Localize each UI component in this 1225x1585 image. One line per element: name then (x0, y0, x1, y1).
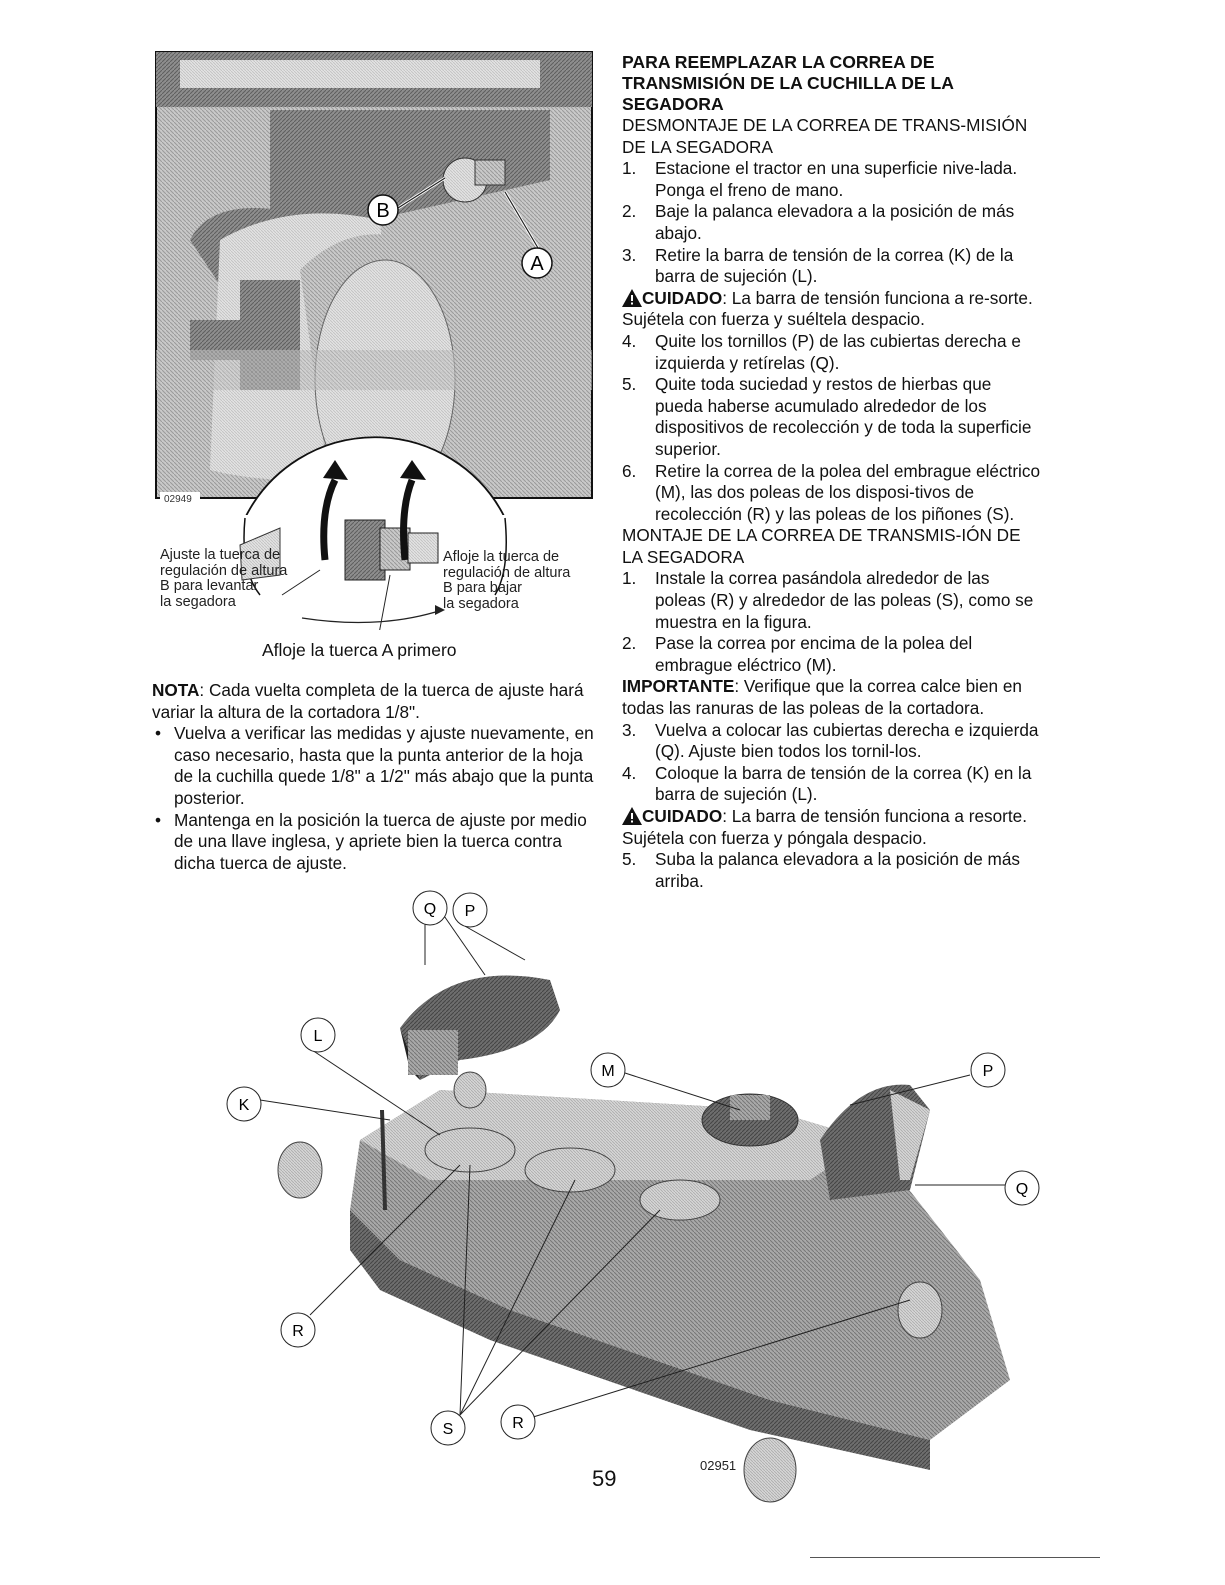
caption-lower-line: Afloje la tuerca de (443, 549, 560, 565)
caption-raise-line: la segadora (160, 593, 236, 610)
step-text: Retire la correa de la polea del embrague eléctrico (M), las dos poleas de los disposi-tivos de recolección (R) y las poleas de los piñones (S). (655, 460, 1041, 524)
removal-step (622, 158, 1042, 201)
important-text: : Verifique que la correa calce bien en todas las ranuras de las poleas de la cortadora. (622, 676, 1022, 719)
step-text: Instale la correa pasándola alrededor de las poleas (R) y alrededor de las poleas (S), como se muestra en la figura. (655, 568, 1034, 632)
caution-text: : La barra de tensión funciona a re-sorte. Sujétela con fuerza y suéltela despacio. (622, 287, 1033, 330)
belt-replacement-instructions (622, 52, 1042, 892)
step-text: Suba la palanca elevadora a la posición de más arriba. (655, 849, 1020, 891)
step-text: Quite toda suciedad y restos de hierbas que pueda haberse acumulado alrededor de los dispositivos de recolección y de toda la superficie superior. (655, 374, 1032, 459)
caption-lower (443, 550, 570, 612)
step-number: 4. (622, 762, 637, 783)
caution-label: CUIDADO (642, 806, 723, 826)
step-text: Estacione el tractor en una superficie nive-lada. Ponga el freno de mano. (655, 158, 1018, 200)
removal-step (622, 331, 1042, 374)
figure-code: 02951 (700, 1458, 737, 1473)
label-l: L (313, 1028, 323, 1045)
label-p: P (464, 903, 476, 920)
label-a: A (530, 253, 544, 275)
label-b: B (376, 200, 390, 222)
bullet-dot: • (155, 809, 162, 830)
step-number: 5. (622, 849, 637, 870)
important-label: IMPORTANTE (622, 676, 735, 697)
step-text: Quite los tornillos (P) de las cubiertas derecha e izquierda y retírelas (Q). (655, 330, 1021, 373)
caption-lower-line: B para bajar (443, 580, 522, 596)
height-adjust-figure (150, 50, 600, 630)
step-number: 2. (622, 201, 637, 222)
warning-icon (622, 289, 642, 307)
note-label: NOTA (152, 680, 200, 700)
label-k: K (238, 1097, 250, 1114)
removal-heading: DESMONTAJE DE LA CORREA DE TRANS-MISIÓN DE LA SEGADORA (622, 115, 1028, 157)
caption-raise-line: regulación de altura (160, 562, 288, 579)
install-step (622, 633, 1042, 676)
note-paragraph (152, 680, 602, 723)
removal-step (622, 461, 1042, 526)
step-number: 1. (622, 568, 637, 589)
page-number: 59 (592, 1466, 617, 1491)
mower-deck-figure (210, 880, 1050, 1520)
adjustment-note (152, 680, 602, 874)
bottom-rule (810, 1557, 1100, 1558)
caption-lower-line: la segadora (443, 595, 519, 612)
figure-code: 02949 (164, 494, 192, 505)
step-number: 2. (622, 633, 637, 654)
bullet-dot: • (155, 723, 162, 744)
caption-raise (160, 548, 287, 610)
step-number: 3. (622, 719, 637, 740)
step-number: 1. (622, 158, 637, 179)
step-number: 3. (622, 244, 637, 265)
install-step (622, 568, 1042, 633)
step-text: Pase la correa por encima de la polea del embrague eléctrico (M). (655, 633, 973, 675)
caution-label: CUIDADO (642, 287, 723, 308)
step-text: Retire la barra de tensión de la correa (K) de la barra de sujeción (L). (655, 244, 1014, 287)
caption-lower-line: regulación de altura (443, 564, 571, 581)
bullet-item (152, 723, 602, 809)
removal-step (622, 201, 1042, 244)
step-number: 5. (622, 374, 637, 395)
caption-loosen-first: Afloje la tuerca A primero (262, 640, 457, 660)
warning-icon (622, 807, 642, 825)
caution-paragraph (622, 288, 1042, 331)
install-heading: MONTAJE DE LA CORREA DE TRANSMIS-IÓN DE LA SEGADORA (622, 525, 1021, 567)
step-text: Baje la palanca elevadora a la posición de más abajo. (655, 201, 1015, 243)
bullet-text: Mantenga en la posición la tuerca de ajuste por medio de una llave inglesa, y apriete bien la tuerca contra dicha tuerca de ajuste. (174, 809, 587, 873)
caution-paragraph (622, 806, 1042, 849)
removal-step (622, 245, 1042, 288)
label-r: R (292, 1323, 304, 1340)
label-p2: P (982, 1063, 994, 1080)
removal-step (622, 374, 1042, 460)
important-paragraph (622, 676, 1042, 719)
caption-raise-line: B para levantar (160, 578, 259, 594)
step-number: 4. (622, 330, 637, 351)
install-step (622, 763, 1042, 806)
note-text: : Cada vuelta completa de la tuerca de ajuste hará variar la altura de la cortadora 1/8". (152, 680, 584, 722)
caution-text: : La barra de tensión funciona a resorte. Sujétela con fuerza y póngala despacio. (622, 806, 1028, 848)
caption-raise-line: Ajuste la tuerca de (160, 547, 281, 563)
label-m: M (601, 1063, 615, 1080)
label-r2: R (512, 1415, 524, 1432)
step-number: 6. (622, 460, 637, 481)
section-title: PARA REEMPLAZAR LA CORREA DE TRANSMISIÓN DE LA CUCHILLA DE LA SEGADORA (622, 52, 954, 114)
bullet-text: Vuelva a verificar las medidas y ajuste nuevamente, en caso necesario, hasta que la punta anterior de la hoja de la cuchilla quede 1/8" a 1/2" más abajo que la punta posterior. (174, 723, 594, 808)
step-text: Coloque la barra de tensión de la correa (K) en la barra de sujeción (L). (655, 762, 1032, 805)
label-q: Q (423, 901, 437, 918)
label-q2: Q (1015, 1181, 1029, 1198)
label-s: S (442, 1421, 454, 1438)
step-text: Vuelva a colocar las cubiertas derecha e izquierda (Q). Ajuste bien todos los tornil-los. (655, 719, 1039, 762)
install-step (622, 720, 1042, 763)
bullet-item (152, 810, 602, 875)
